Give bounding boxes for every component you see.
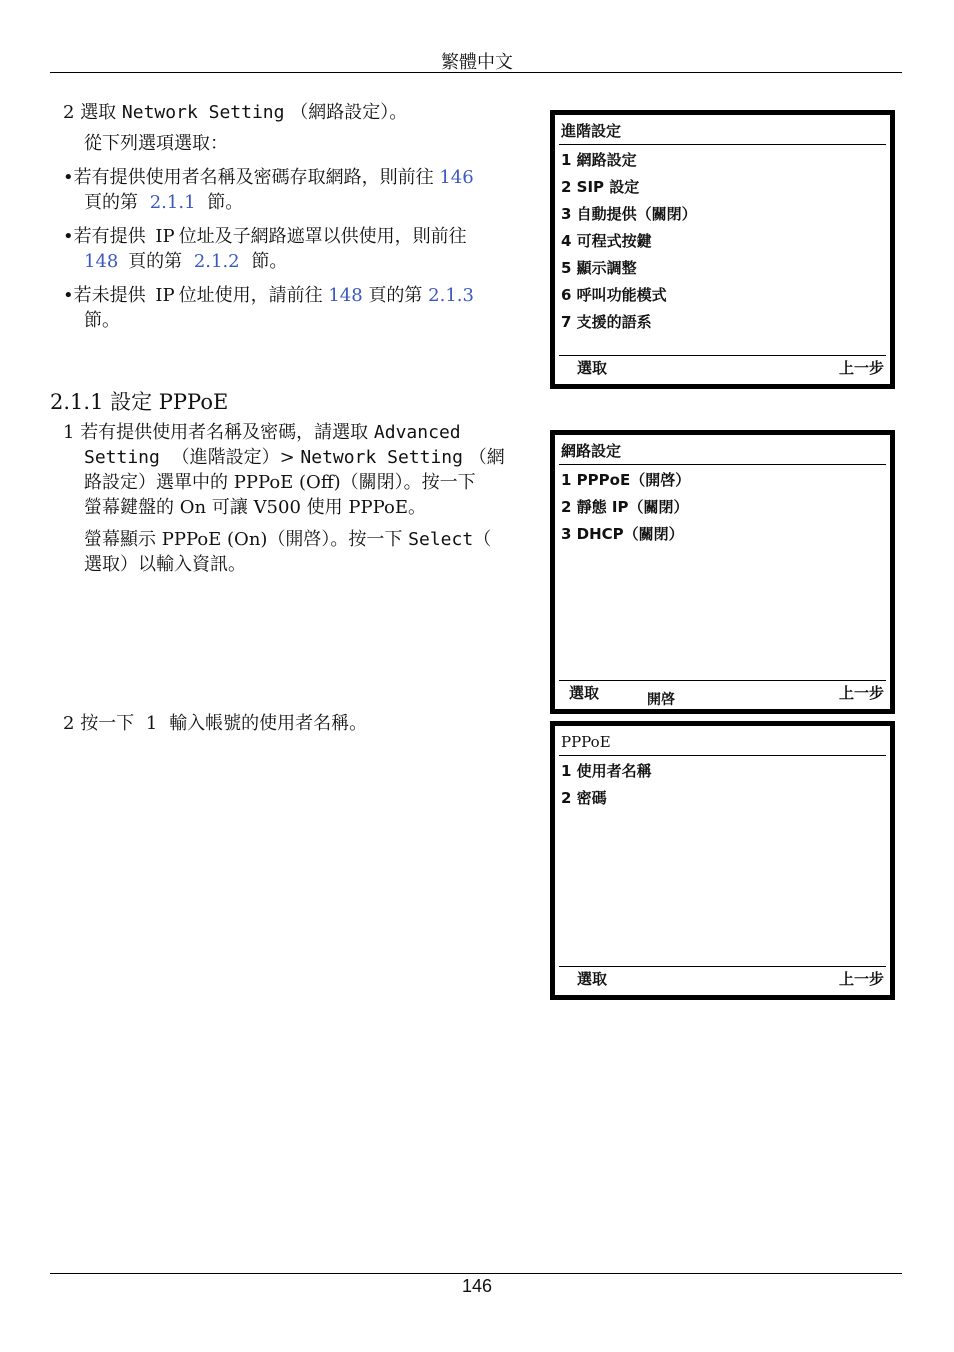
menu-term: Setting <box>84 447 160 468</box>
bullet-text: 位址及子網路遮罩以供使用，則前往 <box>178 226 467 247</box>
step-number: 2 <box>63 713 75 734</box>
menu-item[interactable]: 1 PPPoE（開啓） <box>561 471 691 489</box>
header-rule <box>50 72 902 73</box>
section-number: 2.1.1 <box>50 390 104 414</box>
softkey-bar <box>559 966 886 991</box>
step-text: （關閉）。按一下 <box>340 472 476 493</box>
step-1-result <box>84 527 536 577</box>
section-title <box>50 386 228 416</box>
softkey-back[interactable]: 上一步 <box>838 970 884 988</box>
step-text: （網 <box>468 447 505 468</box>
page-number: 146 <box>461 1276 493 1296</box>
step-text: 選取）以輸入資訊。 <box>84 554 246 575</box>
menu-term: Network Setting <box>300 447 463 468</box>
menu-term: PPPoE (Off) <box>233 472 341 493</box>
bullet-text: IP <box>155 226 175 247</box>
bullet-2: •若有提供 IP 位址及子網路遮罩以供使用，則前往 148 頁的第 2.1.2 節。 <box>63 226 467 272</box>
step-2b-line <box>63 711 367 736</box>
step-2-subtext: 從下列選項選取： <box>84 133 228 154</box>
menu-term: Advanced <box>373 422 461 443</box>
bullet-text: IP <box>155 285 175 306</box>
menu-item[interactable]: 7 支援的語系 <box>561 313 652 331</box>
softkey-select[interactable]: 選取 <box>577 359 608 377</box>
section-label: 設定 PPPoE <box>110 390 229 414</box>
bullet-3: •若未提供 IP 位址使用，請前往 148 頁的第 2.1.3 節。 <box>63 283 533 333</box>
protocol-name: PPPoE <box>348 497 408 518</box>
step-number: 1 <box>63 422 75 443</box>
step-text: 螢幕顯示 <box>84 529 156 550</box>
step-text: （開啓）。按一下 <box>267 529 403 550</box>
section-link[interactable]: 2.1.2 <box>193 251 240 272</box>
step-text: （網路設定）。 <box>290 102 408 123</box>
bullet-1: •若有提供使用者名稱及密碼存取網路，則前往 146 頁的第 2.1.1 節。 <box>63 167 474 213</box>
menu-item[interactable]: 5 顯示調整 <box>561 259 637 277</box>
bullet-text: 頁的第 <box>84 192 138 213</box>
page-link[interactable]: 146 <box>439 167 474 188</box>
bullet-text: 頁的第 <box>368 285 423 306</box>
screen-title: PPPoE <box>559 730 886 756</box>
bullet-text: 若未提供 <box>73 285 146 306</box>
key-term: 1 <box>145 713 158 734</box>
screen-title: 進階設定 <box>559 119 886 145</box>
bullet-text: 節。 <box>207 192 244 213</box>
step-text: 。 <box>407 497 426 518</box>
step-1-paragraph <box>63 420 535 520</box>
menu-item[interactable]: 3 DHCP（關閉） <box>561 525 684 543</box>
screen-menu <box>561 758 884 812</box>
phone-screen-advanced-setting <box>550 110 895 389</box>
bullet-text: 若有提供使用者名稱及密碼存取網路，則前往 <box>73 167 434 188</box>
menu-item[interactable]: 2 靜態 IP（關閉） <box>561 498 689 516</box>
step-text: （進階設定）> <box>171 447 295 468</box>
page-link[interactable]: 148 <box>84 251 119 272</box>
step-text: 使用 <box>306 497 343 518</box>
menu-item[interactable]: 2 SIP 設定 <box>561 178 640 196</box>
model-name: V500 <box>253 497 301 518</box>
softkey-on[interactable]: 開啓 <box>647 692 675 708</box>
step-text: 可讓 <box>211 497 248 518</box>
menu-item[interactable]: 4 可程式按鍵 <box>561 232 652 250</box>
step-text: 輸入帳號的使用者名稱。 <box>169 713 368 734</box>
step-number: 2 <box>63 102 75 123</box>
phone-screen-pppoe <box>550 721 895 1000</box>
page-link[interactable]: 148 <box>328 285 363 306</box>
menu-term: Network Setting <box>121 102 285 123</box>
bullet-text: 頁的第 <box>128 251 183 272</box>
step-text: 若有提供使用者名稱及密碼，請選取 <box>80 422 369 443</box>
key-term: Select <box>408 529 474 550</box>
bullet-text: 節。 <box>84 310 120 331</box>
softkey-select[interactable]: 選取 <box>569 684 600 702</box>
page-header-language: 繁體中文 <box>441 52 513 73</box>
softkey-back[interactable]: 上一步 <box>838 684 884 702</box>
menu-item[interactable]: 1 使用者名稱 <box>561 762 652 780</box>
softkey-back[interactable]: 上一步 <box>838 359 884 377</box>
key-term: On <box>179 497 207 518</box>
phone-screen-network-setting <box>550 430 895 714</box>
softkey-bar <box>559 355 886 380</box>
bullet-text: 若有提供 <box>73 226 146 247</box>
step-text: 螢幕鍵盤的 <box>84 497 174 518</box>
menu-item[interactable]: 2 密碼 <box>561 789 607 807</box>
section-link[interactable]: 2.1.3 <box>428 285 474 306</box>
screen-title: 網路設定 <box>559 439 886 465</box>
bullet-text: 節。 <box>251 251 288 272</box>
menu-term: PPPoE (On) <box>161 529 268 550</box>
softkey-select[interactable]: 選取 <box>577 970 608 988</box>
screen-menu <box>561 147 884 336</box>
menu-item[interactable]: 1 網路設定 <box>561 151 637 169</box>
menu-item[interactable]: 3 自動提供（關閉） <box>561 205 697 223</box>
bullet-text: 位址使用，請前往 <box>178 285 323 306</box>
step-text: 按一下 <box>80 713 135 734</box>
step-text: 選取 <box>80 102 117 123</box>
footer-rule <box>50 1273 902 1274</box>
section-link[interactable]: 2.1.1 <box>149 192 196 213</box>
screen-menu <box>561 467 884 548</box>
step-2-line <box>63 100 407 125</box>
step-text: （ <box>473 529 492 550</box>
softkey-bar <box>559 680 886 708</box>
menu-item[interactable]: 6 呼叫功能模式 <box>561 286 667 304</box>
step-text: 路設定）選單中的 <box>84 472 228 493</box>
